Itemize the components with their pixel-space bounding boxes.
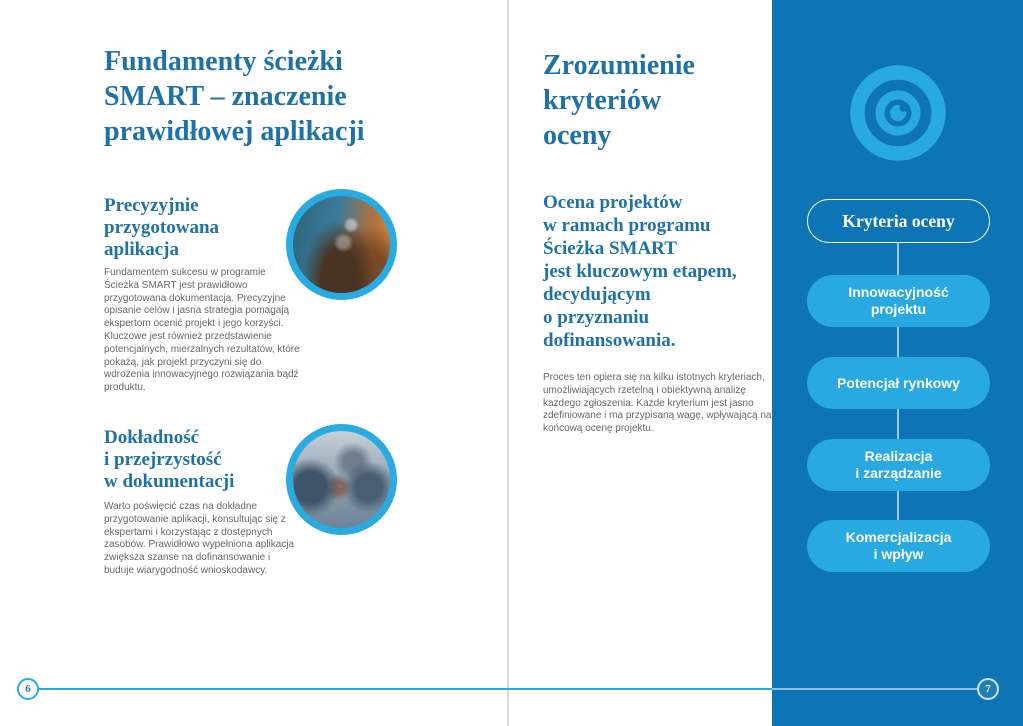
criteria-sidebar: [772, 0, 1023, 726]
target-icon: [844, 59, 952, 167]
business-team-meeting-photo: [286, 424, 397, 535]
section-heading-precise-application: Precyzyjnie przygotowana aplikacja: [104, 195, 220, 260]
right-page-body: Proces ten opiera się na kilku istotnych kryteriach, umożliwiających rzetelną i obiektywną analizę każdego zgłoszenia. Każde kryterium jest jasno zdefiniowane i ma przypisaną wagę, wpływającą na końcową ocenę projektu.: [543, 372, 772, 435]
criterion-pill-commercialization: Komercjalizacja i wpływ: [807, 520, 990, 572]
hands-typing-laptop-hologram-photo: [286, 189, 397, 300]
criterion-pill-market-potential: Potencjał rynkowy: [807, 357, 990, 409]
section-body-precise-application: Fundamentem sukcesu w programie Ścieżka SMART jest prawidłowo przygotowana dokumentacja. Precyzyjne opisanie celów i jasna strategia pomagają ekspertom ocenić projekt i jego korzyści. Kluczowe jest również przedstawienie potencjalnych, mierzalnych rezultatów, które pokażą, jak projekt przyczyni się do wdrożenia innowacyjnego rozwiązania bądź produktu.: [104, 267, 300, 394]
section-heading-accuracy-documentation: Dokładność i przejrzystość w dokumentacji: [104, 427, 235, 492]
left-page-title: Fundamenty ścieżki SMART – znaczenie prawidłowej aplikacji: [104, 46, 365, 147]
page-number-right: 7: [977, 678, 999, 700]
section-body-accuracy-documentation: Warto poświęcić czas na dokładne przygotowanie aplikacji, konsultując się z ekspertami i korzystając z dostępnych zasobów. Prawidłowo wypełniona aplikacja zwiększa szanse na dofinansowanie i buduje wiarygodność wnioskodawcy.: [104, 501, 295, 576]
criteria-header-badge: Kryteria oceny: [807, 199, 990, 243]
page-gutter-divider: [507, 0, 509, 726]
right-page-lead: Ocena projektów w ramach programu Ścieżka SMART jest kluczowym etapem, decydującym o przyznaniu dofinansowania.: [543, 192, 737, 351]
right-page-title: Zrozumienie kryteriów oceny: [543, 50, 695, 151]
footer-rule-left: [39, 688, 772, 690]
page-number-left: 6: [17, 678, 39, 700]
footer-rule-right: [772, 688, 977, 690]
criterion-pill-innovation: Innowacyjność projektu: [807, 275, 990, 327]
criterion-pill-implementation: Realizacja i zarządzanie: [807, 439, 990, 491]
